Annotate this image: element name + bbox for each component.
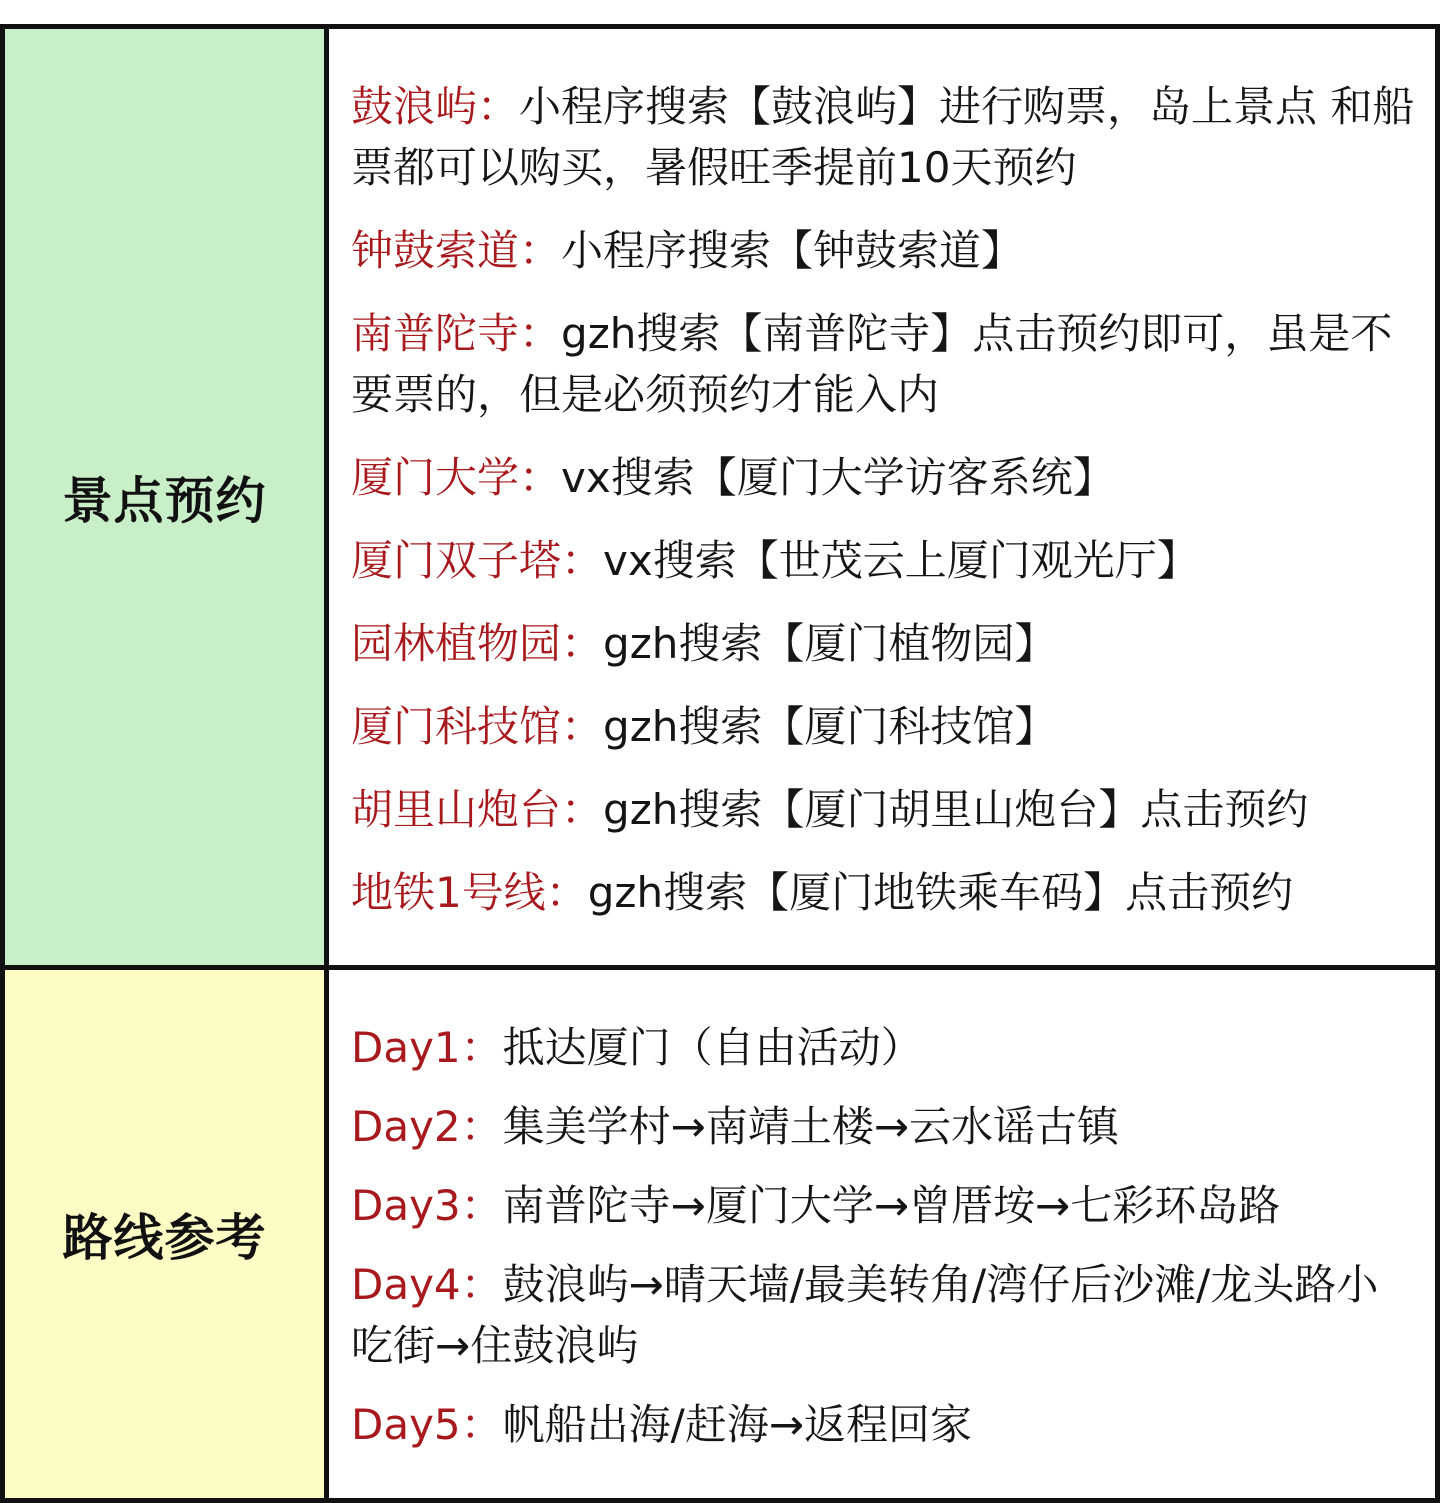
section-label: 景点预约 [62,472,267,530]
entry-key: 南普陀寺 [351,309,520,358]
section-content-cell [329,970,1440,1498]
entry-text: gzh搜索【厦门科技馆】 [603,702,1057,751]
entry-separator: ： [561,536,604,585]
itinerary-day-entry [351,1017,1417,1078]
entry-separator: ： [460,1023,503,1072]
entry-separator: ： [561,785,604,834]
entry-text: vx搜索【厦门大学访客系统】 [561,453,1115,502]
entry-separator: ： [519,309,562,358]
entry-text: gzh搜索【厦门胡里山炮台】点击预约 [603,785,1309,834]
entry-separator: ： [477,82,520,131]
entry-key: 园林植物园 [351,619,562,668]
entry-text: gzh搜索【南普陀寺】点击预约即可，虽是不要票的，但是必须预约才能入内 [351,309,1393,419]
day-label: Day1 [351,1023,461,1072]
entry-key: 厦门大学 [351,453,520,502]
itinerary-day-entry [351,1096,1417,1157]
entry-separator: ： [460,1260,503,1309]
day-route: 南普陀寺→厦门大学→曾厝垵→七彩环岛路 [502,1181,1281,1230]
entry-separator: ： [519,226,562,275]
section-label-cell [0,29,329,965]
section-label: 路线参考 [62,1209,267,1267]
entry-separator: ： [460,1181,503,1230]
entry-text: gzh搜索【厦门植物园】 [603,619,1057,668]
section-route-reference [0,970,1440,1503]
booking-entry [351,696,1417,757]
day-route: 抵达厦门（自由活动） [502,1023,923,1072]
booking-entry [351,220,1417,281]
section-attraction-booking [0,29,1440,970]
day-label: Day4 [351,1260,461,1309]
section-label-cell [0,970,329,1498]
entry-key: 厦门科技馆 [351,702,562,751]
entry-separator: ： [561,619,604,668]
info-table [0,24,1440,1501]
booking-entry [351,530,1417,591]
entry-key: 鼓浪屿 [351,82,478,131]
entry-key: 厦门双子塔 [351,536,562,585]
booking-entry [351,862,1417,923]
entry-key: 钟鼓索道 [351,226,520,275]
booking-entry [351,447,1417,508]
day-route: 鼓浪屿→晴天墙/最美转角/湾仔后沙滩/龙头路小吃街→住鼓浪屿 [351,1260,1379,1370]
booking-entry [351,613,1417,674]
section-content-cell [329,29,1440,965]
itinerary-day-entry [351,1394,1417,1455]
entry-text: vx搜索【世茂云上厦门观光厅】 [603,536,1199,585]
entry-separator: ： [561,702,604,751]
booking-entry [351,779,1417,840]
day-label: Day5 [351,1400,461,1449]
entry-text: 小程序搜索【鼓浪屿】进行购票，岛上景点 和船票都可以购买，暑假旺季提前10天预约 [351,82,1415,192]
booking-entry [351,303,1417,425]
entry-text: 小程序搜索【钟鼓索道】 [561,226,1024,275]
entry-separator: ： [460,1102,503,1151]
entry-separator: ： [519,453,562,502]
entry-key: 胡里山炮台 [351,785,562,834]
entry-separator: ： [460,1400,503,1449]
day-route: 集美学村→南靖土楼→云水谣古镇 [502,1102,1120,1151]
booking-entry [351,76,1417,198]
day-label: Day3 [351,1181,461,1230]
entry-separator: ： [545,868,588,917]
day-route: 帆船出海/赶海→返程回家 [502,1400,973,1449]
itinerary-day-entry [351,1175,1417,1236]
entry-key: 地铁1号线 [351,868,546,917]
day-label: Day2 [351,1102,461,1151]
itinerary-day-entry [351,1254,1417,1376]
entry-text: gzh搜索【厦门地铁乘车码】点击预约 [587,868,1294,917]
